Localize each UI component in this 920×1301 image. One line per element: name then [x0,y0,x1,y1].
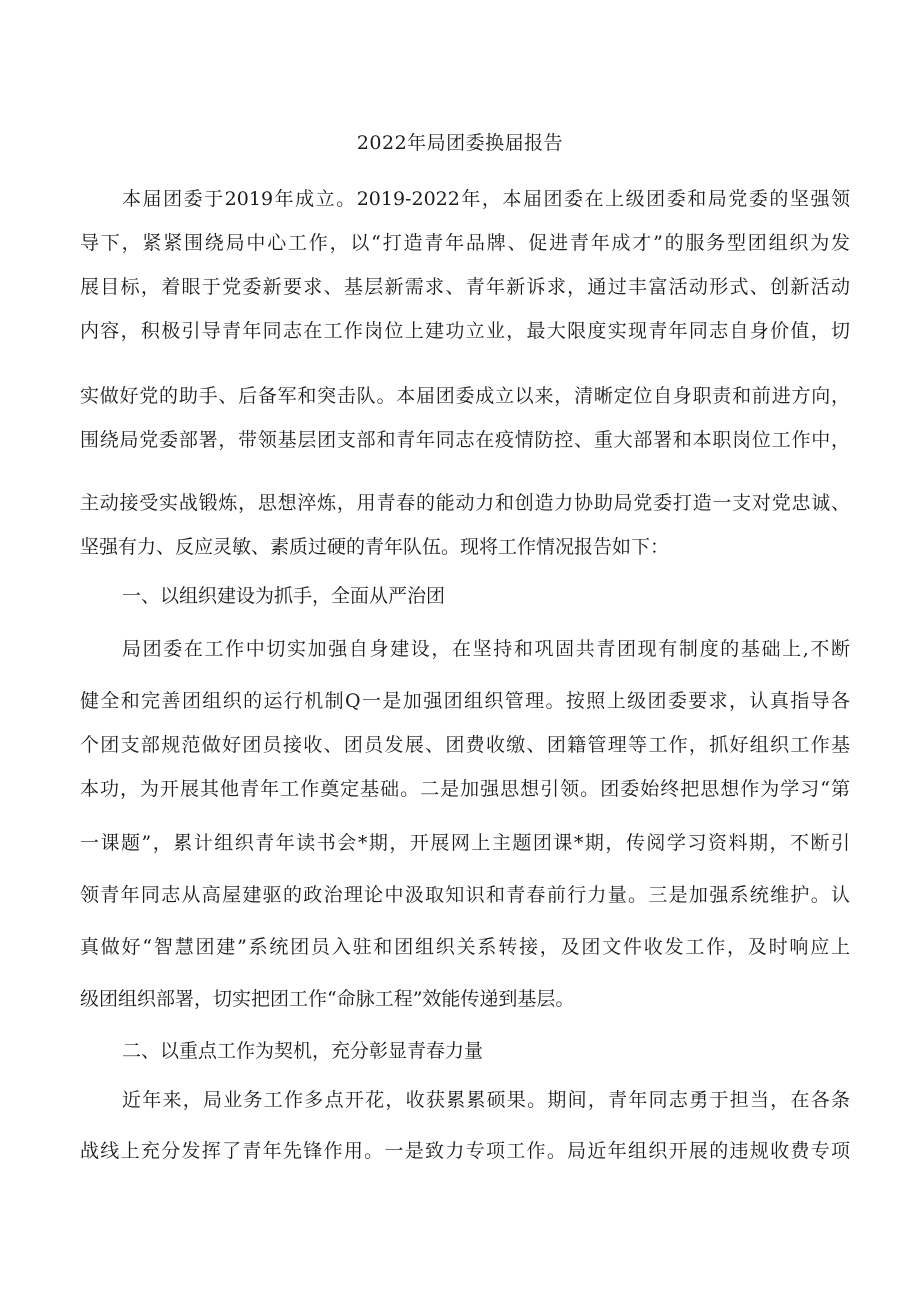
paragraph-1-line-5: 实做好党的助手、后备军和突击队。本届团委成立以来，清晰定位自身职责和前进方向， [80,385,850,407]
section-heading-1: 一、以组织建设为抓手，全面从严治团 [122,585,446,607]
paragraph-2-line-7: 真做好“智慧团建”系统团员入驻和团组织关系转接，及团文件收发工作，及时响应上 [80,936,850,958]
paragraph-1-line-2: 导下，紧紧围绕局中心工作，以“打造青年品牌、促进青年成才”的服务型团组织为发 [80,232,850,254]
paragraph-2-line-4: 本功，为开展其他青年工作奠定基础。二是加强思想引领。团委始终把思想作为学习“第 [80,778,850,800]
paragraph-2-line-3: 个团支部规范做好团员接收、团员发展、团费收缴、团籍管理等工作，抓好组织工作基 [80,734,850,756]
paragraph-2-line-8: 级团组织部署，切实把团工作“命脉工程”效能传递到基层。 [80,988,575,1010]
paragraph-1-line-6: 围绕局党委部署，带领基层团支部和青年同志在疫情防控、重大部署和本职岗位工作中， [80,429,850,451]
paragraph-1-line-7: 主动接受实战锻炼，思想淬炼，用青春的能动力和创造力协助局党委打造一支对党忠诚、 [80,492,850,514]
paragraph-2-line-2: 健全和完善团组织的运行机制Q一是加强团组织管理。按照上级团委要求，认真指导各 [80,690,850,712]
section-heading-2: 二、以重点工作为契机，充分彰显青春力量 [122,1040,484,1062]
paragraph-3-line-1: 近年来，局业务工作多点开花，收获累累硕果。期间，青年同志勇于担当，在各条 [122,1089,850,1111]
paragraph-2-line-1: 局团委在工作中切实加强自身建设，在坚持和巩固共青团现有制度的基础上,不断 [122,638,850,660]
document-title: 2022年局团委换届报告 [356,132,564,154]
paragraph-1-line-4: 内容，积极引导青年同志在工作岗位上建功立业，最大限度实现青年同志自身价值，切 [80,320,850,342]
paragraph-2-line-5: 一课题”，累计组织青年读书会*期，开展网上主题团课*期，传阅学习资料期，不断引 [80,832,850,854]
paragraph-1-line-8: 坚强有力、反应灵敏、素质过硬的青年队伍。现将工作情况报告如下： [80,536,670,558]
paragraph-1-line-1: 本届团委于2019年成立。2019-2022年，本届团委在上级团委和局党委的坚强领 [122,188,850,210]
paragraph-1-line-3: 展目标，着眼于党委新要求、基层新需求、青年新诉求，通过丰富活动形式、创新活动 [80,276,850,298]
paragraph-2-line-6: 领青年同志从高屋建驱的政治理论中汲取知识和青春前行力量。三是加强系统维护。认 [80,884,850,906]
paragraph-3-line-2: 战线上充分发挥了青年先锋作用。一是致力专项工作。局近年组织开展的违规收费专项 [80,1140,850,1162]
